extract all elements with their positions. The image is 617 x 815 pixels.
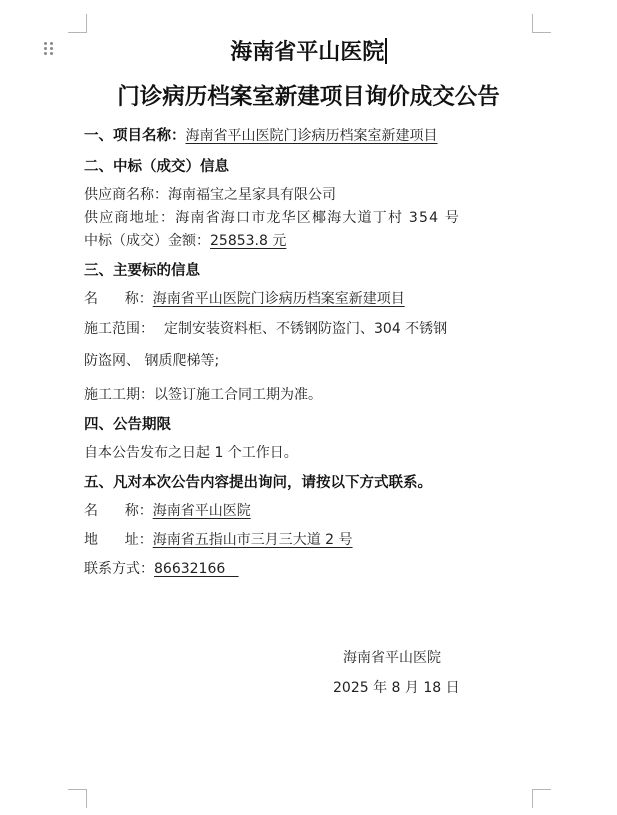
contact-address-line[interactable] (84, 529, 353, 549)
supplier-address-label: 供应商地址： (84, 210, 176, 226)
section4-heading[interactable]: 四、公告期限 (84, 417, 171, 433)
target-name-value: 海南省平山医院门诊病历档案室新建项目 (152, 291, 405, 307)
contact-phone-line[interactable] (84, 558, 239, 578)
crop-mark-bottom-right (532, 789, 551, 808)
contact-name-value: 海南省平山医院 (152, 503, 251, 519)
supplier-name-label: 供应商名称： (84, 187, 168, 203)
contact-phone-label: 联系方式： (84, 561, 154, 577)
crop-mark-top-left (68, 14, 87, 33)
supplier-name-line[interactable] (84, 184, 336, 204)
title-line-1[interactable] (0, 35, 617, 66)
notice-period-text[interactable]: 自本公告发布之日起 1 个工作日。 (84, 445, 298, 461)
section5-heading[interactable]: 五、凡对本次公告内容提出询问，请按以下方式联系。 (84, 475, 432, 491)
contact-name-label: 名 称： (84, 503, 153, 519)
scope-line-1[interactable] (84, 318, 447, 338)
amount-label: 中标（成交）金额： (84, 233, 210, 249)
crop-mark-top-right (532, 14, 551, 33)
contact-phone-value: 86632166 (154, 561, 239, 577)
target-name-line[interactable] (84, 288, 405, 308)
contact-name-line[interactable] (84, 500, 251, 520)
amount-value: 25853.8 元 (210, 233, 287, 249)
period-value: 以签订施工合同工期为准。 (154, 387, 322, 403)
target-name-label: 名 称： (84, 291, 153, 307)
scope-line-2[interactable]: 防盗网、 钢质爬梯等; (84, 353, 220, 369)
crop-mark-bottom-left (68, 789, 87, 808)
scope-line-1-text: 定制安装资料柜、不锈钢防盗门、304 不锈钢 (164, 321, 448, 337)
signature-org[interactable]: 海南省平山医院 (343, 650, 441, 666)
signature-date[interactable]: 2025 年 8 月 18 日 (333, 680, 460, 696)
title-line-2[interactable]: 门诊病历档案室新建项目询价成交公告 (117, 84, 500, 110)
section1-heading: 一、项目名称： (84, 128, 186, 144)
contact-address-label: 地 址： (84, 532, 153, 548)
scope-label: 施工范围： (84, 321, 154, 337)
supplier-address-value: 海南省海口市龙华区椰海大道丁村 354 号 (175, 210, 461, 226)
amount-line[interactable] (84, 230, 286, 250)
contact-address-value: 海南省五指山市三月三大道 2 号 (152, 532, 353, 548)
text-cursor (385, 38, 387, 64)
title-line-1-text: 海南省平山医院 (230, 40, 385, 65)
period-label: 施工工期： (84, 387, 154, 403)
project-name-value: 海南省平山医院门诊病历档案室新建项目 (185, 128, 438, 144)
section3-heading[interactable]: 三、主要标的信息 (84, 263, 200, 279)
section2-heading[interactable]: 二、中标（成交）信息 (84, 159, 229, 175)
supplier-address-line[interactable] (84, 207, 460, 227)
section1-line[interactable] (84, 124, 438, 145)
period-line[interactable] (84, 384, 322, 404)
supplier-name-value: 海南福宝之星家具有限公司 (168, 187, 336, 203)
